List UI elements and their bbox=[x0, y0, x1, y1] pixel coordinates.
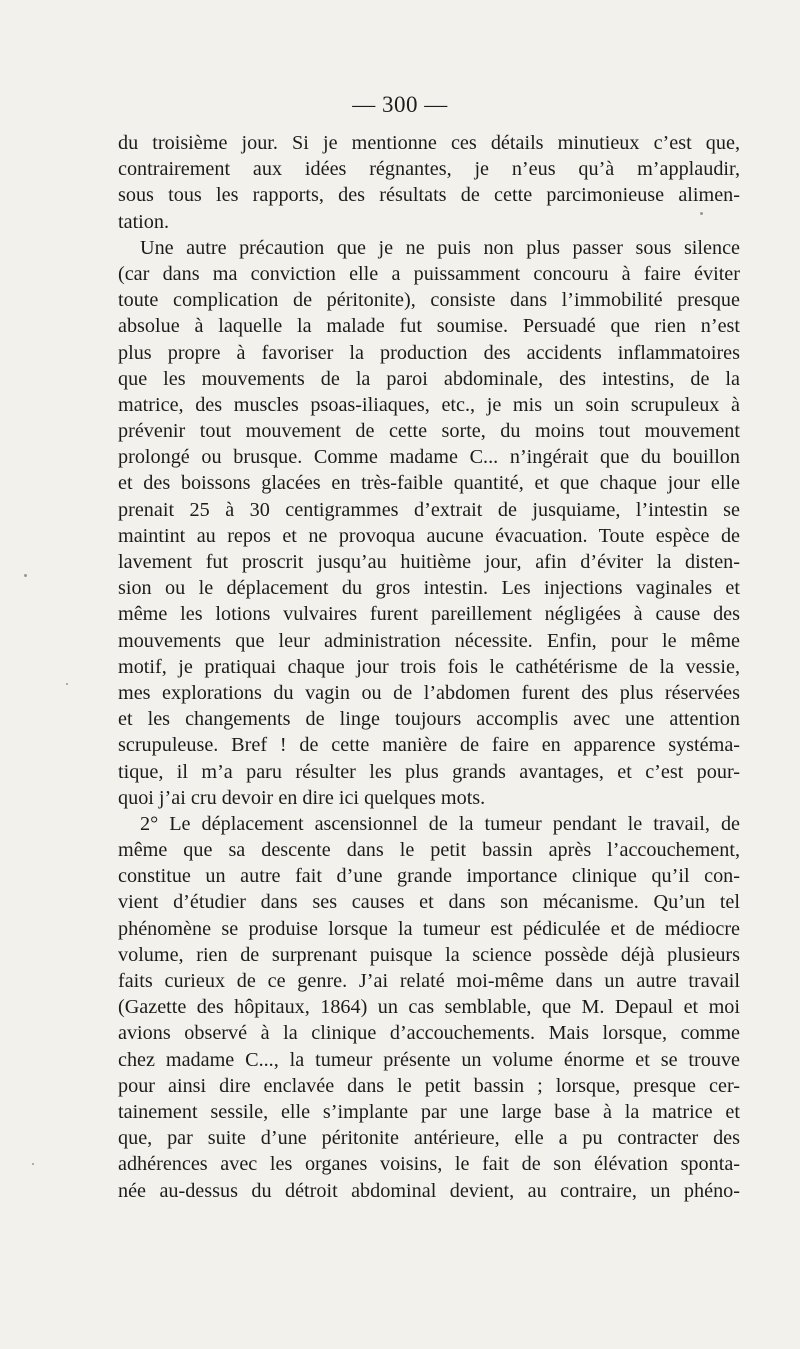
text-line: quoi j’ai cru devoir en dire ici quelques mots. bbox=[118, 786, 486, 809]
text-line: du troisième jour. Si je mentionne ces détails minutieux c’est que, bbox=[118, 132, 740, 154]
text-line: vient d’étudier dans ses causes et dans son mécanisme. Qu’un tel bbox=[118, 891, 740, 914]
scan-speck bbox=[66, 683, 68, 685]
scan-speck bbox=[700, 212, 703, 215]
text-line: tique, il m’a paru résulter les plus grands avantages, et c’est pour- bbox=[118, 760, 740, 783]
text-line: même que sa descente dans le petit bassin après l’accouchement, bbox=[118, 839, 740, 862]
text-line: plus propre à favoriser la production des accidents inflammatoires bbox=[118, 341, 740, 364]
text-line: mes explorations du vagin ou de l’abdomen furent des plus réservées bbox=[118, 681, 740, 704]
text-line: pour ainsi dire enclavée dans le petit bassin ; lorsque, presque cer- bbox=[118, 1074, 740, 1097]
text-line: absolue à laquelle la malade fut soumise. Persuadé que rien n’est bbox=[118, 315, 740, 338]
text-line: née au-dessus du détroit abdominal devient, au contraire, un phéno- bbox=[118, 1179, 740, 1202]
text-line: prévenir tout mouvement de cette sorte, du moins tout mouvement bbox=[118, 420, 740, 443]
page-number: — 300 — bbox=[352, 92, 448, 117]
text-line: avions observé à la clinique d’accouchements. Mais lorsque, comme bbox=[118, 1022, 740, 1045]
text-line: motif, je pratiquai chaque jour trois fois le cathétérisme de la vessie, bbox=[118, 655, 740, 678]
text-line: prolongé ou brusque. Comme madame C... n’ingérait que du bouillon bbox=[118, 446, 740, 469]
text-line: Une autre précaution que je ne puis non plus passer sous silence bbox=[140, 236, 740, 259]
text-line: tainement sessile, elle s’implante par une large base à la matrice et bbox=[118, 1100, 740, 1123]
text-line: lavement fut proscrit jusqu’au huitième jour, afin d’éviter la disten- bbox=[118, 551, 740, 573]
text-line: sous tous les rapports, des résultats de cette parcimonieuse alimen- bbox=[118, 184, 740, 207]
text-line: même les lotions vulvaires furent pareillement négligées à cause des bbox=[118, 603, 740, 626]
text-line: matrice, des muscles psoas-iliaques, etc., je mis un soin scrupuleux à bbox=[118, 393, 740, 416]
text-line: 2° Le déplacement ascensionnel de la tumeur pendant le travail, de bbox=[140, 812, 740, 835]
text-line: que, par suite d’une péritonite antérieure, elle a pu contracter des bbox=[118, 1127, 740, 1150]
text-line: faits curieux de ce genre. J’ai relaté moi-même dans un autre travail bbox=[118, 970, 740, 992]
scan-speck bbox=[24, 574, 27, 577]
body-text bbox=[118, 130, 740, 1204]
text-line: prenait 25 à 30 centigrammes d’extrait de jusquiame, l’intestin se bbox=[118, 498, 740, 521]
text-line: et des boissons glacées en très-faible quantité, et que chaque jour elle bbox=[118, 472, 740, 495]
text-line: (car dans ma conviction elle a puissamment concouru à faire éviter bbox=[118, 262, 740, 285]
text-line: tation. bbox=[118, 210, 170, 233]
text-line: phénomène se produise lorsque la tumeur est pédiculée et de médiocre bbox=[118, 917, 740, 940]
text-line: que les mouvements de la paroi abdominale, des intestins, de la bbox=[118, 367, 740, 390]
text-line: toute complication de péritonite), consiste dans l’immobilité presque bbox=[118, 289, 740, 312]
text-line: adhérences avec les organes voisins, le fait de son élévation sponta- bbox=[118, 1153, 740, 1176]
text-line: (Gazette des hôpitaux, 1864) un cas semblable, que M. Depaul et moi bbox=[118, 996, 740, 1019]
text-line: volume, rien de surprenant puisque la science possède déjà plusieurs bbox=[118, 943, 740, 966]
text-line: scrupuleuse. Bref ! de cette manière de faire en apparence systéma- bbox=[118, 734, 740, 757]
text-line: contrairement aux idées régnantes, je n’eus qu’à m’applaudir, bbox=[118, 158, 740, 181]
text-line: mouvements que leur administration nécessite. Enfin, pour le même bbox=[118, 629, 740, 652]
scan-speck bbox=[32, 1163, 34, 1165]
text-line: constitue un autre fait d’une grande importance clinique qu’il con- bbox=[118, 865, 740, 888]
text-line: maintint au repos et ne provoqua aucune évacuation. Toute espèce de bbox=[118, 524, 740, 547]
text-line: et les changements de linge toujours accomplis avec une attention bbox=[118, 708, 740, 731]
text-line: chez madame C..., la tumeur présente un volume énorme et se trouve bbox=[118, 1048, 740, 1071]
text-line: sion ou le déplacement du gros intestin. Les injections vaginales et bbox=[118, 577, 740, 600]
